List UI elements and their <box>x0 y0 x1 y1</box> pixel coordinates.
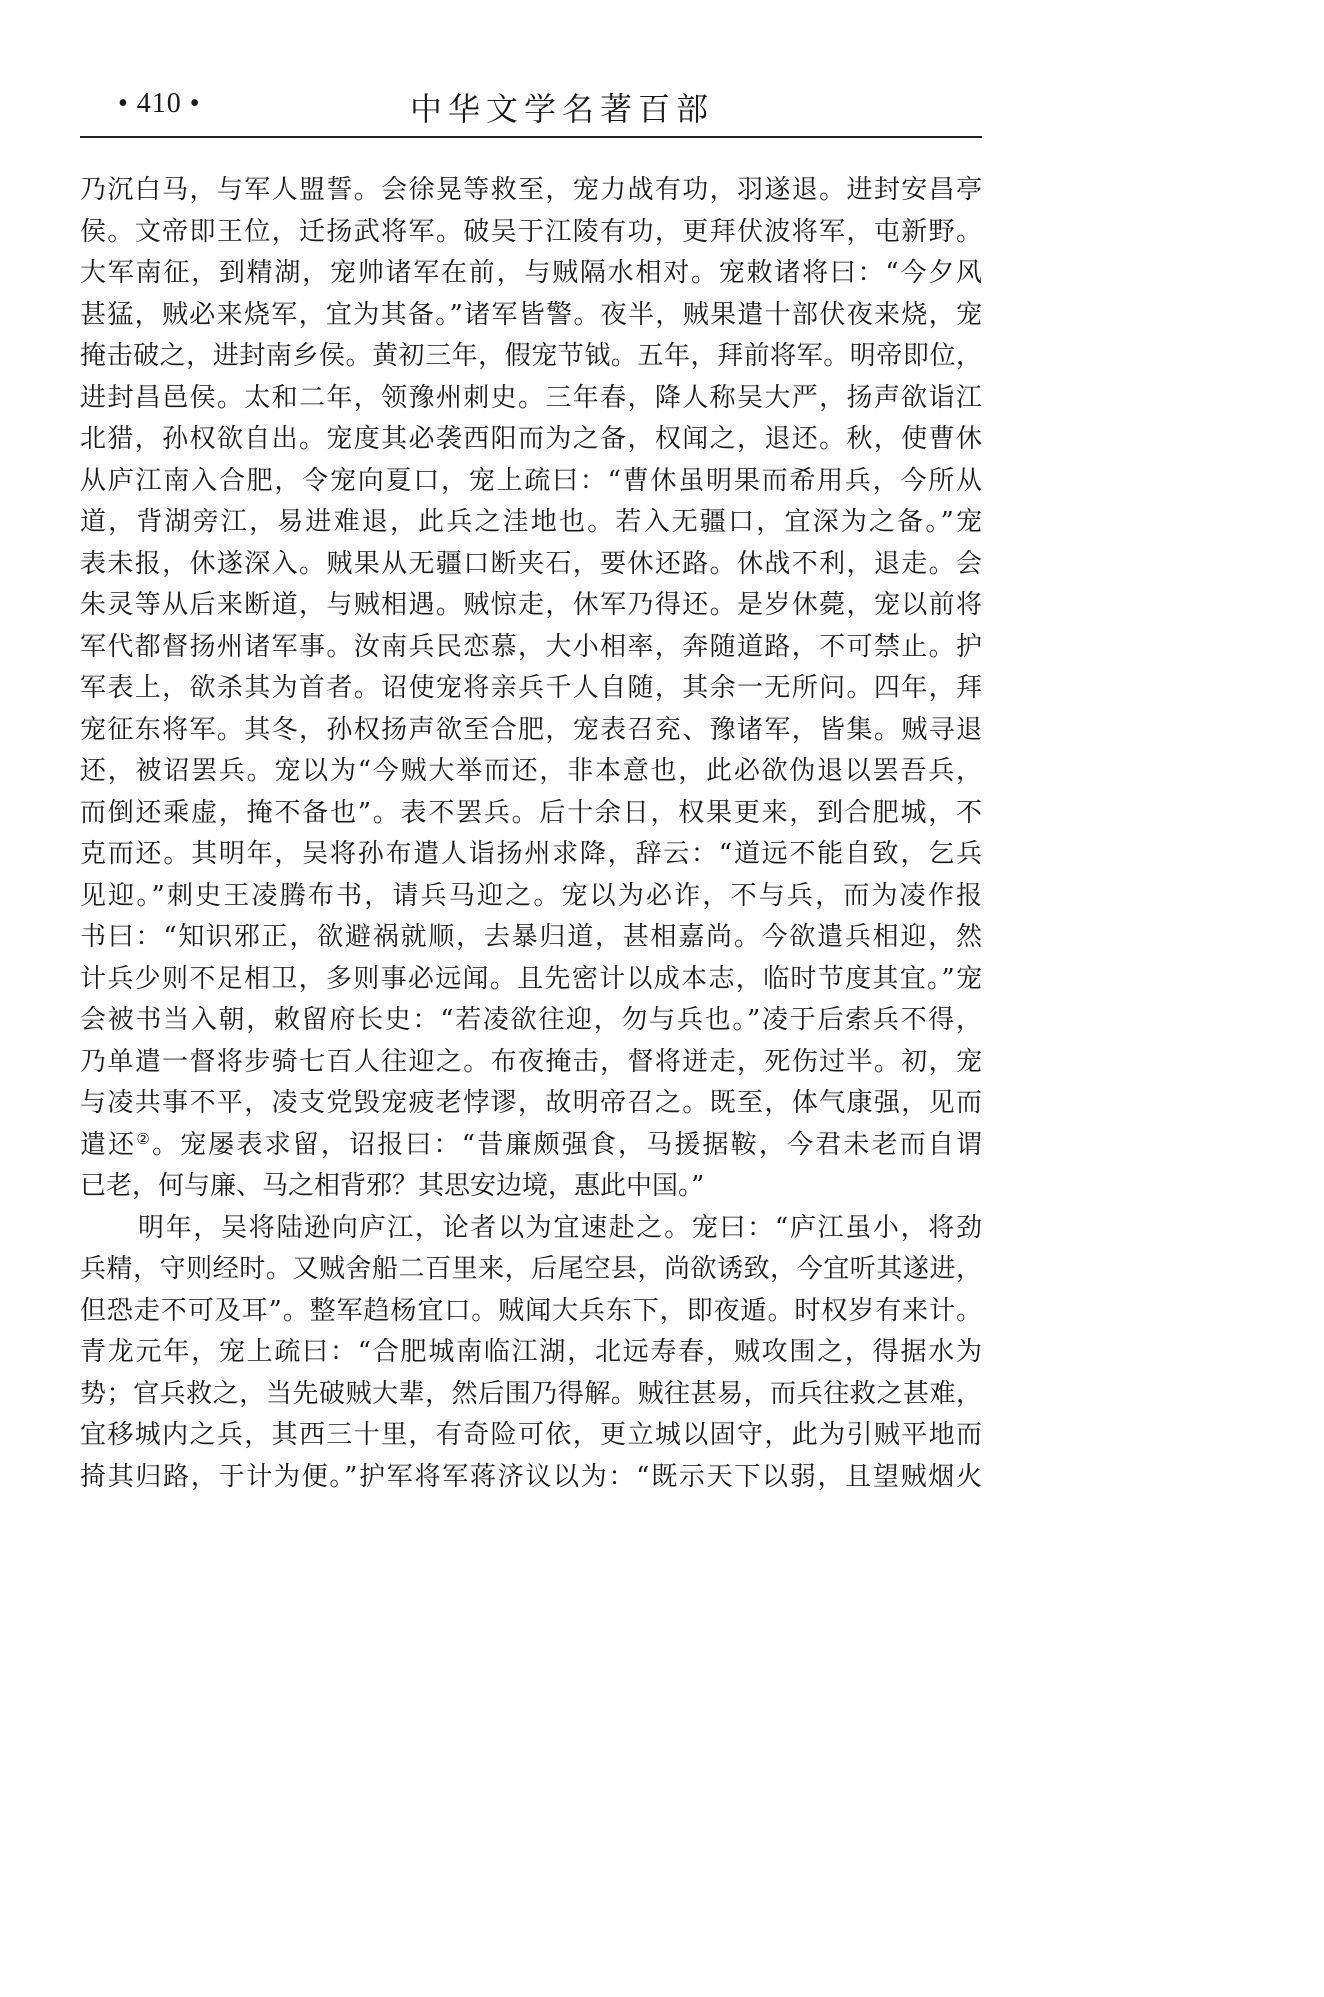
text-line: 会被书当入朝，敕留府长史：“若凌欲往迎，勿与兵也。”凌于后索兵不得， <box>80 1005 982 1035</box>
running-header <box>80 88 980 134</box>
text-line: 从庐江南入合肥，令宠向夏口，宠上疏曰：“曹休虽明果而希用兵，今所从 <box>80 465 982 496</box>
text-line: 乃沉白马，与军人盟誓。会徐晃等救至，宠力战有功，羽遂退。进封安昌亭 <box>80 175 982 205</box>
text-line: 见迎。”刺史王凌腾布书，请兵马迎之。宠以为必诈，不与兵，而为凌作报 <box>80 880 982 911</box>
text-line: 势；官兵救之，当先破贼大辈，然后围乃得解。贼往甚易，而兵往救之甚难， <box>80 1378 982 1409</box>
text-line: 明年，吴将陆逊向庐江，论者以为宜速赴之。宠曰：“庐江虽小，将劲 <box>138 1212 982 1243</box>
text-line: 军代都督扬州诸军事。汝南兵民恋慕，大小相率，奔随道路，不可禁止。护 <box>80 631 982 662</box>
text-line: 朱灵等从后来断道，与贼相遇。贼惊走，休军乃得还。是岁休薨，宠以前将 <box>80 590 982 620</box>
text-line: 兵精，守则经时。又贼舍船二百里来，后尾空县，尚欲诱致，今宜听其遂进， <box>80 1254 982 1284</box>
text-line: 而倒还乘虚，掩不备也”。表不罢兵。后十余日，权果更来，到合肥城，不 <box>80 797 982 828</box>
text-line: 表未报，休遂深入。贼果从无疆口断夹石，要休还路。休战不利，退走。会 <box>80 548 982 579</box>
text-line: 侯。文帝即王位，迁扬武将军。破吴于江陵有功，更拜伏波将军，屯新野。 <box>80 216 982 247</box>
text-line: 宠征东将军。其冬，孙权扬声欲至合肥，宠表召兖、豫诸军，皆集。贼寻退 <box>80 714 982 745</box>
text-segment: 遣还 <box>80 1129 137 1160</box>
text-line: 已老，何与廉、马之相背邪？其思安边境，惠此中国。” <box>80 1171 705 1201</box>
text-line: 进封昌邑侯。太和二年，领豫州刺史。三年春，降人称吴大严，扬声欲诣江 <box>80 382 982 413</box>
text-line: 甚猛，贼必来烧军，宜为其备。”诸军皆警。夜半，贼果遣十部伏夜来烧，宠 <box>80 299 982 330</box>
text-line: 与凌共事不平，凌支党毁宠疲老悖谬，故明帝召之。既至，体气康强，见而 <box>80 1088 982 1118</box>
text-line: 但恐走不可及耳”。整军趋杨宜口。贼闻大兵东下，即夜遁。时权岁有来计。 <box>80 1295 982 1326</box>
page-number: • 410 • <box>118 88 201 119</box>
text-line: 大军南征，到精湖，宠帅诸军在前，与贼隔水相对。宠敕诸将曰：“今夕风 <box>80 258 982 288</box>
text-line: 掩击破之，进封南乡侯。黄初三年，假宠节钺。五年，拜前将军。明帝即位， <box>80 341 982 371</box>
text-line: 北猎，孙权欲自出。宠度其必袭西阳而为之备，权闻之，退还。秋，使曹休 <box>80 424 982 454</box>
text-line: 掎其归路，于计为便。”护军将军蒋济议以为：“既示天下以弱，且望贼烟火 <box>80 1461 982 1492</box>
text-line: 军表上，欲杀其为首者。诏使宠将亲兵千人自随，其余一无所问。四年，拜 <box>80 673 982 703</box>
body-text <box>80 170 982 1498</box>
text-line: 克而还。其明年，吴将孙布遣人诣扬州求降，辞云：“道远不能自致，乞兵 <box>80 839 982 869</box>
text-line: 书曰：“知识邪正，欲避祸就顺，去暴归道，甚相嘉尚。今欲遣兵相迎，然 <box>80 922 982 952</box>
text-line: 道，背湖旁江，易进难退，此兵之洼地也。若入无疆口，宜深为之备。”宠 <box>80 507 982 537</box>
book-title: 中华文学名著百部 <box>410 90 715 128</box>
text-line-with-footnote <box>80 1125 982 1167</box>
footnote-marker[interactable]: ② <box>136 1129 152 1148</box>
header-rule <box>80 136 982 138</box>
text-segment: 。宠屡表求留，诏报曰：“昔廉颇强食，马援据鞍，今君未老而自谓 <box>151 1129 982 1160</box>
text-line: 宜移城内之兵，其西三十里，有奇险可依，更立城以固守，此为引贼平地而 <box>80 1420 982 1450</box>
text-line: 计兵少则不足相卫，多则事必远闻。且先密计以成本志，临时节度其宜。”宠 <box>80 963 982 994</box>
text-line: 乃单遣一督将步骑七百人往迎之。布夜掩击，督将迸走，死伤过半。初，宠 <box>80 1046 982 1077</box>
text-line: 青龙元年，宠上疏曰：“合肥城南临江湖，北远寿春，贼攻围之，得据水为 <box>80 1337 982 1367</box>
text-line: 还，被诏罢兵。宠以为“今贼大举而还，非本意也，此必欲伪退以罢吾兵， <box>80 756 982 786</box>
